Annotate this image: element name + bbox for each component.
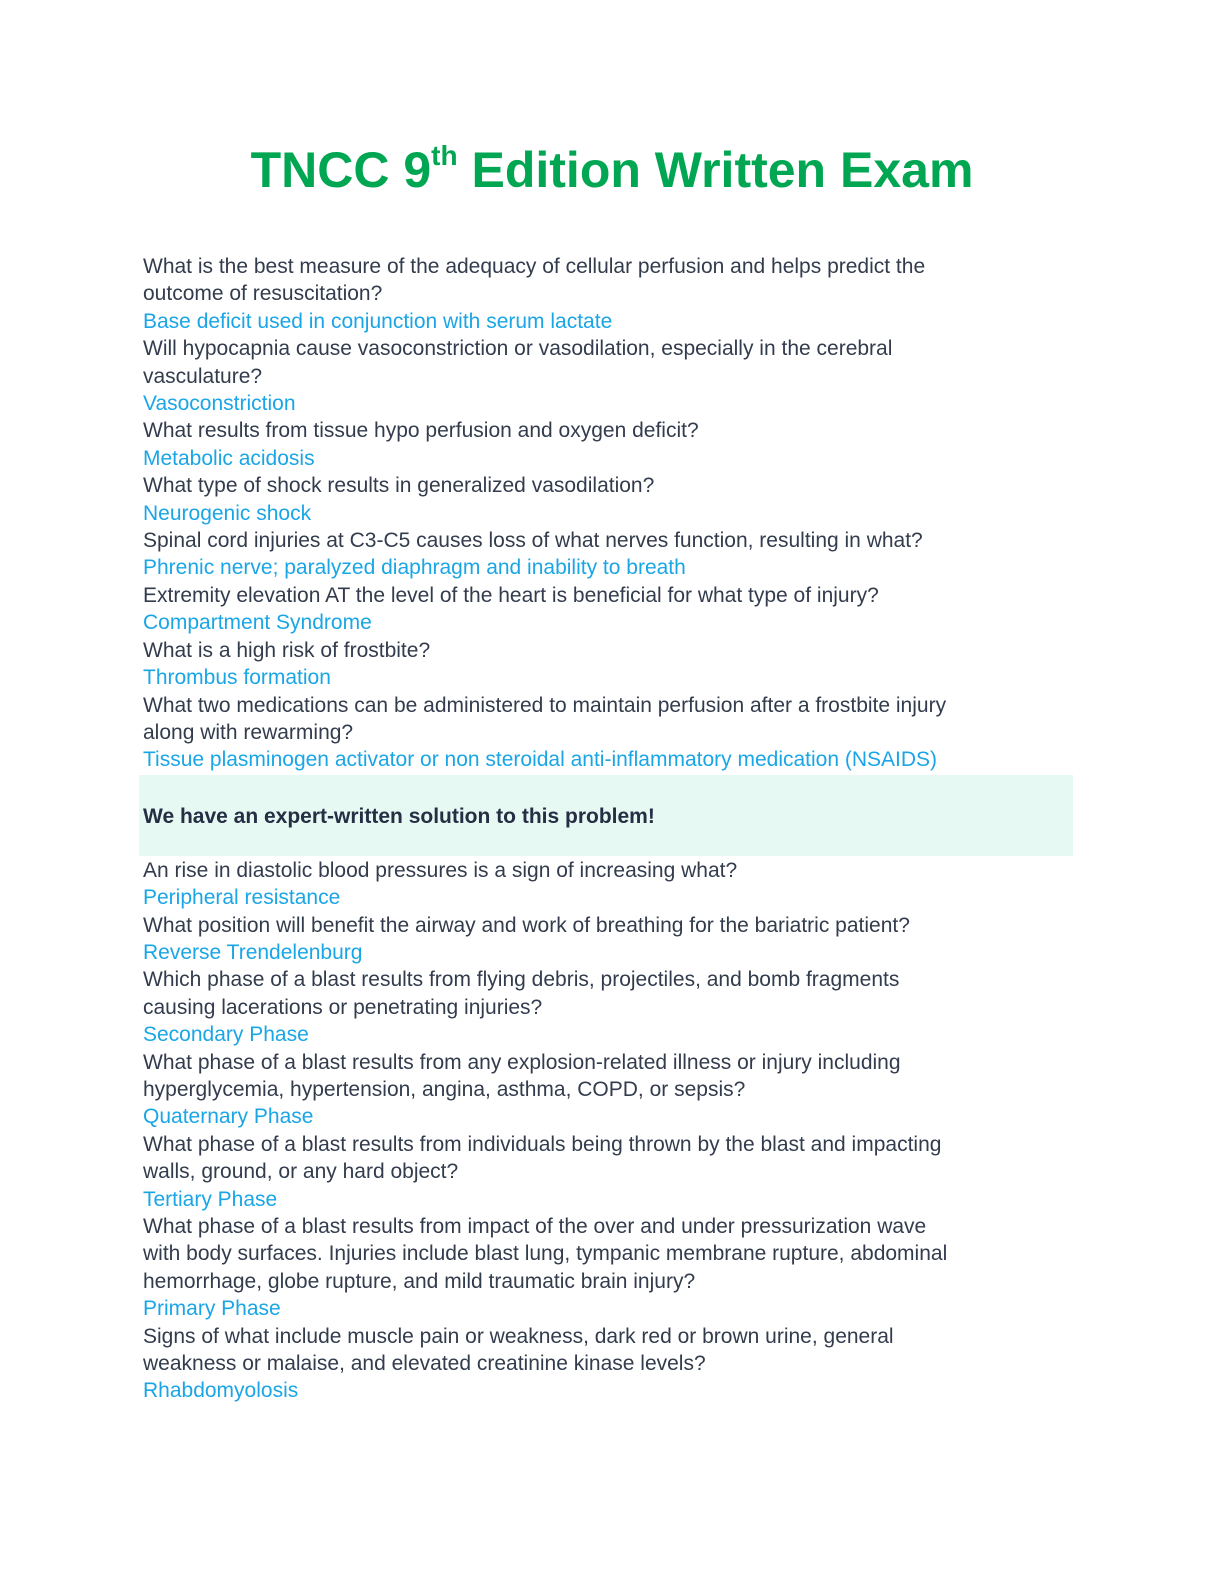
qa-item (143, 857, 1073, 912)
qa-section-2 (143, 857, 1073, 1405)
answer-line: Secondary Phase (143, 1023, 309, 1047)
solution-banner-text: We have an expert-written solution to this problem! (143, 804, 655, 828)
question-line: What is a high risk of frostbite? (143, 638, 431, 662)
question-line: Which phase of a blast results from flying debris, projectiles, and bomb fragments (143, 968, 900, 992)
answer-line: Metabolic acidosis (143, 446, 315, 470)
question-line: What is the best measure of the adequacy of cellular perfusion and helps predict the (143, 255, 926, 278)
qa-item (143, 472, 1073, 527)
question-line: What phase of a blast results from individuals being thrown by the blast and impacting (143, 1132, 942, 1156)
answer-line: Neurogenic shock (143, 501, 312, 525)
answer-line: Reverse Trendelenburg (143, 940, 363, 964)
qa-item (143, 1323, 1073, 1405)
answer-line: Phrenic nerve; paralyzed diaphragm and inability to breath (143, 556, 686, 580)
question-line: What type of shock results in generalized vasodilation? (143, 474, 655, 498)
answer-line: Base deficit used in conjunction with serum lactate (143, 309, 613, 333)
question-line: walls, ground, or any hard object? (143, 1160, 459, 1184)
solution-banner (139, 775, 1073, 856)
qa-item (143, 912, 1073, 967)
qa-item (143, 582, 1073, 637)
qa-item (143, 637, 1073, 692)
question-line: Spinal cord injuries at C3-C5 causes loss of what nerves function, resulting in what? (143, 529, 923, 553)
question-line: along with rewarming? (143, 720, 354, 744)
question-line: causing lacerations or penetrating injuries? (143, 995, 543, 1019)
qa-item (143, 335, 1073, 417)
question-line: What phase of a blast results from impact of the over and under pressurization wave (143, 1215, 927, 1238)
answer-line: Peripheral resistance (143, 886, 341, 910)
question-line: Will hypocapnia cause vasoconstriction or vasodilation, especially in the cerebral (143, 337, 893, 361)
question-line: Signs of what include muscle pain or weakness, dark red or brown urine, general (143, 1324, 894, 1348)
question-line: What phase of a blast results from any explosion-related illness or injury including (143, 1050, 901, 1074)
qa-item (143, 966, 1073, 1048)
question-line: hemorrhage, globe rupture, and mild traumatic brain injury? (143, 1269, 696, 1293)
qa-item (143, 1049, 1073, 1131)
qa-item (143, 417, 1073, 472)
answer-line: Tertiary Phase (143, 1187, 278, 1211)
qa-item (143, 692, 1073, 774)
answer-line: Compartment Syndrome (143, 611, 372, 635)
answer-line: Primary Phase (143, 1297, 281, 1321)
question-line: with body surfaces. Injuries include blast lung, tympanic membrane rupture, abdominal (143, 1242, 948, 1266)
title-main: TNCC 9 (250, 142, 432, 198)
qa-item (143, 1131, 1073, 1213)
question-line: vasculature? (143, 364, 263, 388)
question-line: An rise in diastolic blood pressures is a sign of increasing what? (143, 858, 738, 882)
question-line: hyperglycemia, hypertension, angina, asthma, COPD, or sepsis? (143, 1077, 746, 1101)
question-line: What results from tissue hypo perfusion and oxygen deficit? (143, 419, 699, 443)
answer-line: Vasoconstriction (143, 392, 296, 416)
qa-item (143, 1213, 1073, 1323)
answer-line: Quaternary Phase (143, 1105, 314, 1129)
question-line: What two medications can be administered to maintain perfusion after a frostbite injury (143, 693, 947, 717)
qa-item (143, 253, 1073, 335)
question-line: Extremity elevation AT the level of the heart is beneficial for what type of injury? (143, 583, 879, 607)
question-line: What position will benefit the airway and work of breathing for the bariatric patient? (143, 913, 910, 937)
title-superscript: th (431, 140, 458, 171)
question-line: outcome of resuscitation? (143, 282, 383, 306)
qa-content (143, 253, 1073, 1405)
qa-section-1 (143, 253, 1073, 774)
qa-item (143, 527, 1073, 582)
title-rest: Edition Written Exam (457, 142, 974, 198)
page-title (0, 140, 1224, 208)
answer-line: Tissue plasminogen activator or non steroidal anti-inflammatory medication (NSAIDS) (143, 748, 938, 772)
answer-line: Rhabdomyolosis (143, 1379, 299, 1403)
question-line: weakness or malaise, and elevated creatinine kinase levels? (143, 1352, 706, 1376)
answer-line: Thrombus formation (143, 666, 331, 690)
